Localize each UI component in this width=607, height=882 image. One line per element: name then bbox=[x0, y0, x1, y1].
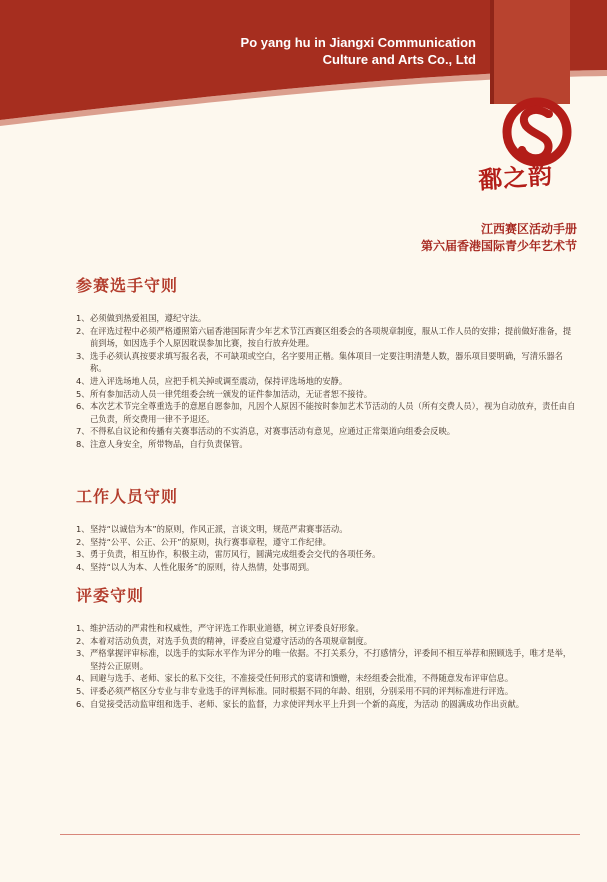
item-text: 在评选过程中必须严格遵照第六届香港国际青少年艺术节江西赛区组委会的各项规章制度，服从工作人员的安排；提前做好准备，提前到场，如因选手个人原因耽误参加比赛，按自行放弃处理。 bbox=[90, 325, 572, 349]
item-text: 不得私自议论和传播有关赛事活动的不实消息，对赛事活动有意见，应通过正常渠道向组委会反映。 bbox=[90, 426, 456, 437]
festival-title: 第六届香港国际青少年艺术节 bbox=[420, 239, 577, 253]
list-item bbox=[76, 350, 576, 375]
item-text: 本着对活动负责，对选手负责的精神，评委应自觉遵守活动的各项规章制度。 bbox=[90, 635, 373, 646]
item-number: 3、 bbox=[76, 549, 90, 560]
item-number: 3、 bbox=[76, 648, 90, 659]
list-item bbox=[76, 685, 576, 698]
list-item bbox=[76, 523, 576, 536]
item-number: 2、 bbox=[76, 536, 90, 547]
company-name-line1: Po yang hu in Jiangxi Communication bbox=[240, 35, 476, 50]
item-number: 1、 bbox=[76, 623, 90, 633]
handbook-title: 江西赛区活动手册 bbox=[480, 222, 577, 236]
list-item bbox=[76, 698, 576, 711]
item-number: 1、 bbox=[76, 524, 90, 534]
list-item bbox=[76, 536, 576, 549]
rules-list bbox=[76, 523, 576, 573]
item-text: 回避与选手、老师、家长的私下交往，不准接受任何形式的宴请和馈赠，未经组委会批准，不得随意发布评审信息。 bbox=[90, 673, 514, 684]
section-title: 参赛选手守则 bbox=[76, 276, 179, 295]
item-number: 4、 bbox=[76, 375, 90, 386]
item-number: 4、 bbox=[76, 673, 90, 684]
list-item bbox=[76, 312, 576, 325]
item-text: 本次艺术节完全尊重选手的意愿自愿参加，凡因个人原因不能按时参加艺术节活动的人员（所有交费人员），视为自动放弃，责任由自己负责，所交费用一律不予退还。 bbox=[90, 401, 576, 424]
item-text: 坚持“公平、公正、公开”的原则，执行赛事章程，遵守工作纪律。 bbox=[90, 536, 331, 547]
item-text: 所有参加活动人员一律凭组委会统一颁发的证件参加活动，无证者恕不接待。 bbox=[90, 388, 373, 399]
brand-logo-text: 鄱之韵 bbox=[477, 160, 555, 195]
list-item bbox=[76, 622, 576, 635]
list-item bbox=[76, 672, 576, 685]
section-title: 工作人员守则 bbox=[76, 487, 179, 506]
item-number: 2、 bbox=[76, 325, 90, 336]
list-item bbox=[76, 375, 576, 388]
company-name bbox=[241, 34, 476, 68]
list-item bbox=[76, 388, 576, 401]
list-item bbox=[76, 400, 576, 425]
section-title: 评委守则 bbox=[76, 586, 145, 605]
rules-list bbox=[76, 622, 576, 710]
staff-rules-section bbox=[76, 484, 576, 573]
list-item bbox=[76, 425, 576, 438]
contestant-rules-section bbox=[76, 273, 576, 451]
item-text: 勇于负责，相互协作，积极主动，雷厉风行，圆满完成组委会交代的各项任务。 bbox=[90, 549, 381, 560]
item-text: 必须做到热爱祖国，遵纪守法。 bbox=[90, 313, 207, 323]
list-item bbox=[76, 325, 576, 350]
item-text: 坚持“以人为本、人性化服务”的原则，待人热情，处事周到。 bbox=[90, 561, 315, 572]
item-number: 5、 bbox=[76, 388, 90, 399]
item-number: 5、 bbox=[76, 685, 90, 696]
item-number: 6、 bbox=[76, 401, 90, 412]
company-name-line2: Culture and Arts Co., Ltd bbox=[322, 52, 476, 67]
item-number: 2、 bbox=[76, 635, 90, 646]
item-text: 维护活动的严肃性和权威性，严守评选工作职业道德，树立评委良好形象。 bbox=[90, 623, 364, 633]
list-item bbox=[76, 548, 576, 561]
item-text: 自觉接受活动监审组和选手、老师、家长的监督，力求使评判水平上升到一个新的高度，为活动 的圆满成功作出贡献。 bbox=[90, 698, 525, 709]
item-number: 1、 bbox=[76, 313, 90, 323]
item-number: 8、 bbox=[76, 438, 90, 449]
list-item bbox=[76, 647, 576, 672]
item-text: 严格掌握评审标准，以选手的实际水平作为评分的唯一依据。不打关系分，不打感情分，评委间不相互举荐和照顾选手，唯才是举，坚持公正原则。 bbox=[90, 648, 572, 671]
list-item bbox=[76, 438, 576, 451]
item-number: 6、 bbox=[76, 698, 90, 709]
item-text: 坚持“以诚信为本”的原则，作风正派，言谈文明，规范严肃赛事活动。 bbox=[90, 524, 348, 534]
rules-list bbox=[76, 312, 576, 451]
footer-divider bbox=[60, 834, 580, 835]
judge-rules-section bbox=[76, 583, 576, 710]
item-number: 4、 bbox=[76, 561, 90, 572]
item-text: 选手必须认真按要求填写报名表，不可缺项或空白，名字要用正楷。集体项目一定要注明清楚人数，器乐项目要明确，写清乐器名称。 bbox=[90, 350, 563, 374]
item-number: 7、 bbox=[76, 426, 90, 437]
item-text: 进入评选场地人员，应把手机关掉或调至震动，保持评选场地的安静。 bbox=[90, 375, 348, 386]
list-item bbox=[76, 561, 576, 574]
item-text: 注意人身安全，所带物品，自行负责保管。 bbox=[90, 438, 248, 449]
item-number: 3、 bbox=[76, 350, 90, 361]
list-item bbox=[76, 635, 576, 648]
item-text: 评委必须严格区分专业与非专业选手的评判标准。同时根据不同的年龄、组别，分别采用不同的评判标准进行评选。 bbox=[90, 685, 514, 696]
